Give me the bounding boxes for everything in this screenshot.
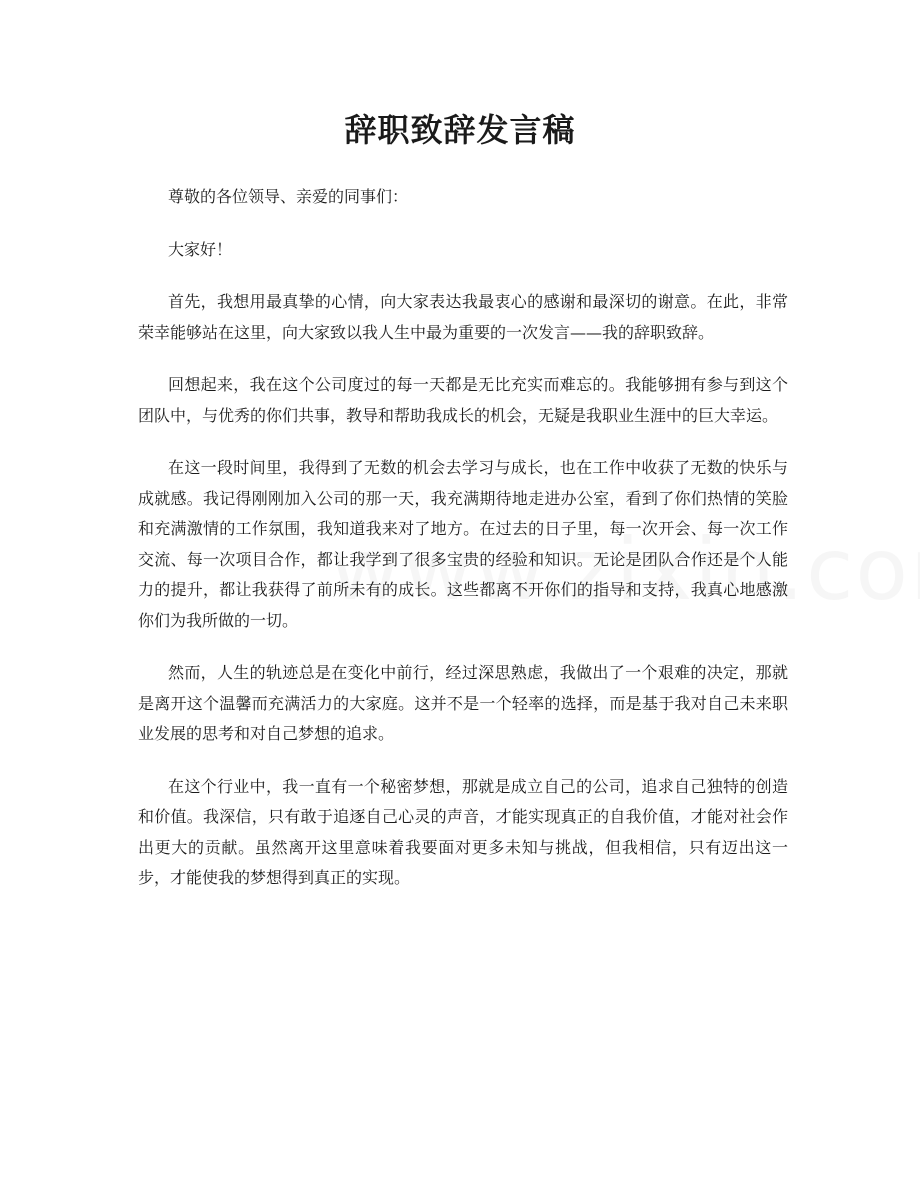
- document-title: 辞职致辞发言稿: [344, 111, 576, 149]
- paragraph-greeting: 大家好！: [168, 239, 233, 259]
- paragraph-salutation: 尊敬的各位领导、亲爱的同事们：: [168, 187, 409, 206]
- paragraph-thanks: 首先，我想用最真挚的心情，向大家表达我最衷心的感谢和最深切的谢意。在此，非常荣幸能够站在这里，向大家致以我人生中最为重要的一次发言——我的辞职致辞。: [138, 292, 788, 342]
- paragraph-growth: 在这一段时间里，我得到了无数的机会去学习与成长，也在工作中收获了无数的快乐与成就感。我记得刚刚加入公司的那一天，我充满期待地走进办公室，看到了你们热情的笑脸和充满激情的工作氛围，我知道我来对了地方。在过去的日子里，每一次开会、每一次工作交流、每一次项目合作，都让我学到了很多宝贵的经验和知识。无论是团队合作还是个人能力的提升，都让我获得了前所未有的成长。这些都离不开你们的指导和支持，我真心地感激你们为我所做的一切。: [138, 458, 788, 630]
- document-body: [138, 182, 788, 916]
- paragraph-dream: 在这个行业中，我一直有一个秘密梦想，那就是成立自己的公司，追求自己独特的创造和价值。我深信，只有敢于追逐自己心灵的声音，才能实现真正的自我价值，才能对社会作出更大的贡献。虽然离开这里意味着我要面对更多未知与挑战，但我相信，只有迈出这一步，才能使我的梦想得到真正的实现。: [138, 776, 788, 887]
- paragraph-recollection: 回想起来，我在这个公司度过的每一天都是无比充实而难忘的。我能够拥有参与到这个团队中，与优秀的你们共事，教导和帮助我成长的机会，无疑是我职业生涯中的巨大幸运。: [138, 375, 788, 425]
- paragraph-decision: 然而，人生的轨迹总是在变化中前行，经过深思熟虑，我做出了一个艰难的决定，那就是离开这个温馨而充满活力的大家庭。这并不是一个轻率的选择，而是基于我对自己未来职业发展的思考和对自己梦想的追求。: [138, 663, 788, 743]
